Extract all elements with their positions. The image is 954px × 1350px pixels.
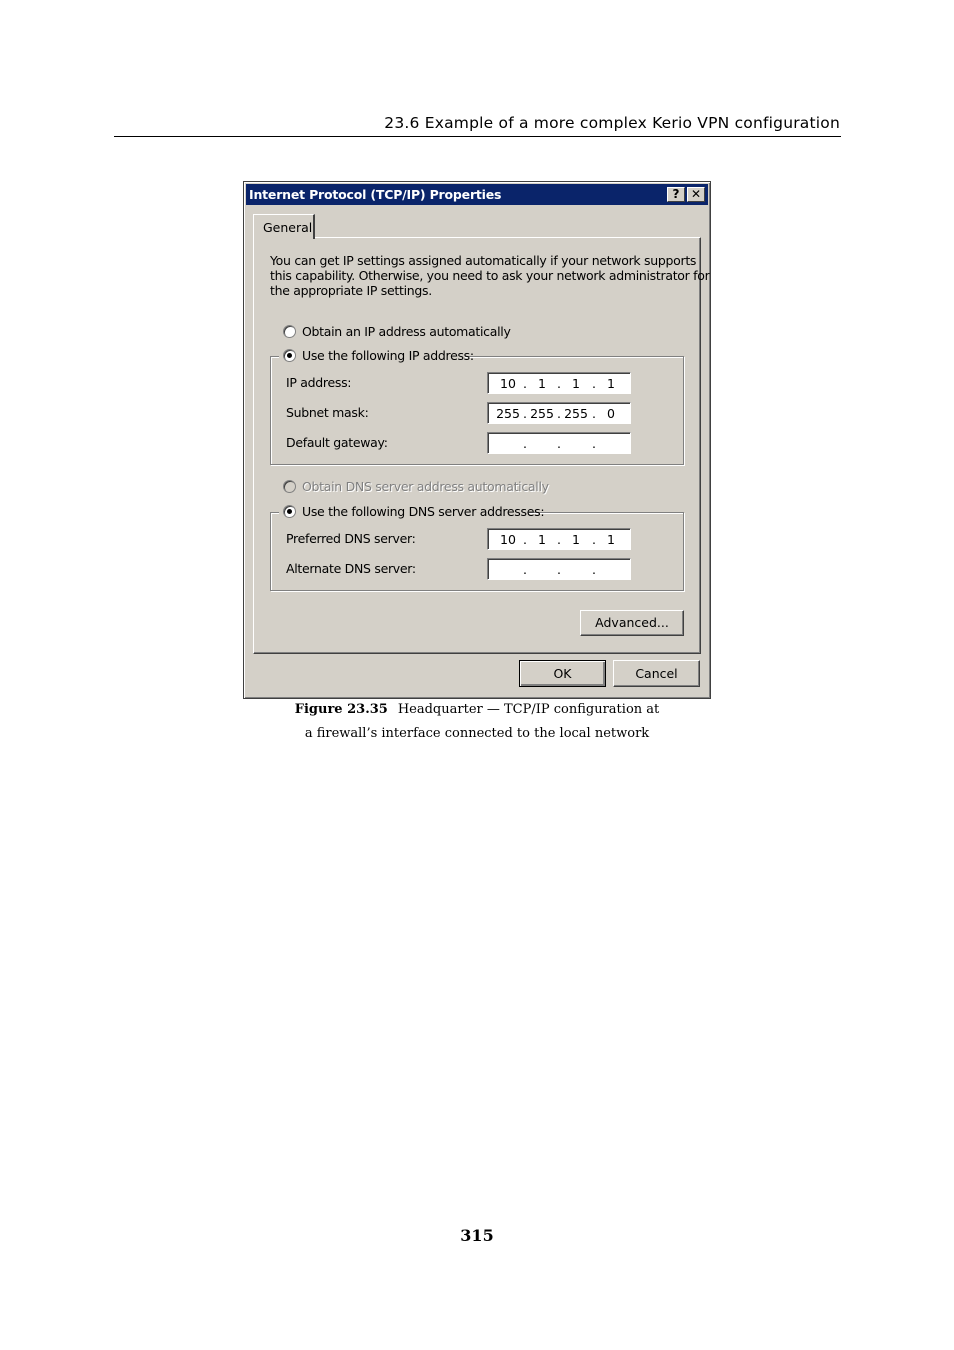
figure-caption-line2: a firewall’s interface connected to the local network (304, 726, 650, 741)
octet: 255 (496, 406, 520, 421)
octet: 255 (564, 406, 588, 421)
octet-dot: . (592, 532, 596, 547)
octet: 1 (538, 532, 546, 547)
octet: 255 (530, 406, 554, 421)
octet-dot: . (523, 532, 527, 547)
radio-obtain-ip-auto[interactable] (283, 325, 296, 338)
octet: 1 (572, 532, 580, 547)
ok-button[interactable]: OK (519, 660, 606, 687)
intro-line: this capability. Otherwise, you need to ask your network administrator for (270, 268, 710, 283)
running-head: 23.6 Example of a more complex Kerio VPN configuration (384, 114, 840, 132)
octet: 10 (500, 376, 516, 391)
tab-general[interactable] (253, 214, 315, 239)
radio-use-following-ip[interactable] (283, 349, 296, 362)
header-rule (114, 136, 841, 137)
octet-dot: . (557, 376, 561, 391)
octet: 1 (572, 376, 580, 391)
ip-address-input[interactable] (487, 372, 631, 394)
tab-general-label: General (263, 220, 313, 235)
default-gateway-input[interactable] (487, 432, 631, 454)
octet-dot: . (557, 562, 561, 577)
caption-text: Headquarter — TCP/IP configuration at (397, 702, 660, 717)
subnet-mask-label: Subnet mask: (286, 405, 369, 420)
default-gateway-label: Default gateway: (286, 435, 388, 450)
alternate-dns-input[interactable] (487, 558, 631, 580)
radio-use-following-dns-label[interactable]: Use the following DNS server addresses: (302, 504, 545, 519)
title-bar[interactable] (246, 184, 708, 205)
radio-obtain-ip-auto-label[interactable]: Obtain an IP address automatically (302, 324, 511, 339)
preferred-dns-input[interactable] (487, 528, 631, 550)
alternate-dns-label: Alternate DNS server: (286, 561, 416, 576)
octet-dot: . (557, 532, 561, 547)
octet-dot: . (592, 436, 596, 451)
octet: 10 (500, 532, 516, 547)
octet-dot: . (592, 406, 596, 421)
preferred-dns-label: Preferred DNS server: (286, 531, 416, 546)
octet-dot: . (523, 406, 527, 421)
page-number: 315 (460, 1226, 494, 1245)
octet-dot: . (523, 436, 527, 451)
figure-label: Figure 23.35 (294, 702, 388, 717)
radio-use-following-ip-label[interactable]: Use the following IP address: (302, 348, 474, 363)
subnet-mask-input[interactable] (487, 402, 631, 424)
octet-dot: . (592, 376, 596, 391)
octet-dot: . (523, 562, 527, 577)
dialog-title: Internet Protocol (TCP/IP) Properties (249, 187, 502, 202)
intro-text (270, 253, 710, 298)
octet-dot: . (592, 562, 596, 577)
intro-line: the appropriate IP settings. (270, 283, 432, 298)
octet: 1 (538, 376, 546, 391)
octet-dot: . (557, 406, 561, 421)
octet: 1 (607, 532, 615, 547)
radio-obtain-dns-auto[interactable] (283, 480, 296, 493)
radio-selected-dot (287, 509, 292, 514)
cancel-button[interactable]: Cancel (613, 660, 700, 687)
intro-line: You can get IP settings assigned automatically if your network supports (270, 253, 697, 268)
radio-use-following-dns[interactable] (283, 505, 296, 518)
octet-dot: . (523, 376, 527, 391)
radio-selected-dot (287, 353, 292, 358)
figure-caption-line1 (243, 698, 711, 722)
octet: 0 (607, 406, 615, 421)
close-button[interactable]: ✕ (687, 187, 705, 202)
octet: 1 (607, 376, 615, 391)
ip-address-label: IP address: (286, 375, 352, 390)
help-button[interactable]: ? (667, 187, 685, 202)
radio-obtain-dns-auto-label[interactable]: Obtain DNS server address automatically (302, 479, 549, 494)
octet-dot: . (557, 436, 561, 451)
advanced-button[interactable]: Advanced... (580, 610, 684, 636)
